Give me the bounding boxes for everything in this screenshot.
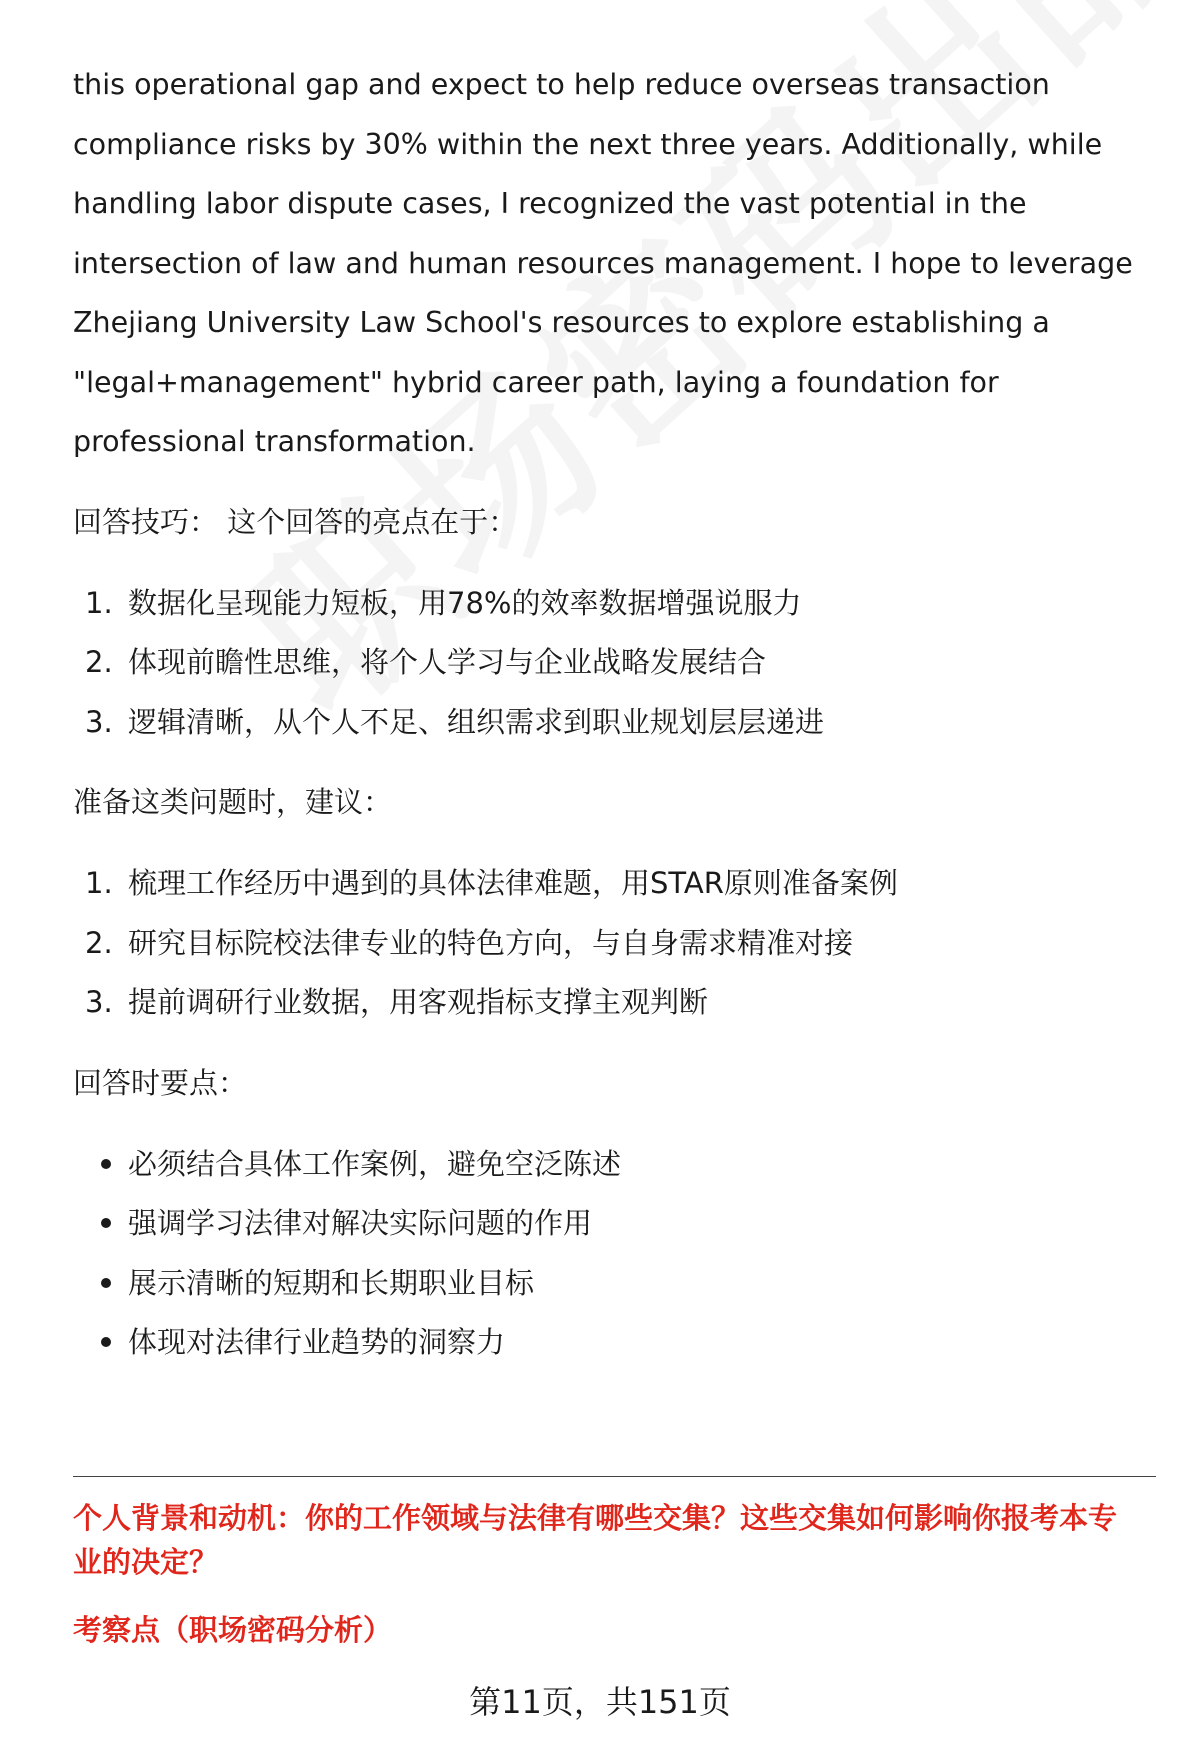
page-number: 第11页，共151页 [469,1683,731,1721]
item-text: 体现对法律行业趋势的洞察力 [128,1325,506,1359]
list-item [73,1194,1153,1254]
section-divider [73,1476,1156,1477]
answer-paragraph [73,55,1153,472]
item-number: 3. [85,985,113,1019]
paragraph-line: professional transformation. [73,425,476,458]
keypoints-heading: 回答时要点： [73,1065,248,1100]
paragraph-line: "legal+management" hybrid career path, laying a foundation for [73,365,999,399]
item-text: 逻辑清晰，从个人不足、组织需求到职业规划层层递进 [128,704,825,739]
document-body [73,55,1153,1373]
list-item [73,1313,1153,1373]
keypoints-list [73,1135,1153,1373]
list-item [73,914,1153,974]
tips-heading: 回答技巧： 这个回答的亮点在于： [73,504,518,539]
list-item [73,854,1153,914]
list-item [73,1254,1153,1314]
paragraph-line: Zhejiang University Law School's resources to explore establishing a [73,306,1050,339]
paragraph-line: handling labor dispute cases, I recognized the vast potential in the [73,187,1027,220]
bullet-icon [101,1278,111,1288]
item-text: 梳理工作经历中遇到的具体法律难题，用STAR原则准备案例 [128,866,898,900]
item-text: 体现前瞻性思维，将个人学习与企业战略发展结合 [128,645,767,679]
list-item [73,574,1153,634]
item-number: 2. [85,645,113,679]
item-text: 研究目标院校法律专业的特色方向，与自身需求精准对接 [128,925,854,960]
tips-list [73,574,1153,753]
bullet-icon [101,1337,111,1347]
item-text: 提前调研行业数据，用客观指标支撑主观判断 [128,985,709,1019]
list-item [73,973,1153,1033]
question-title-line2: 业的决定？ [73,1545,219,1579]
item-text: 必须结合具体工作案例，避免空泛陈述 [128,1146,622,1181]
list-item [73,633,1153,693]
item-number: 1. [85,585,113,620]
bullet-icon [101,1218,111,1228]
item-number: 1. [85,866,113,900]
item-text: 数据化呈现能力短板，用78%的效率数据增强说服力 [128,585,802,620]
paragraph-line: intersection of law and human resources management. I hope to leverage [73,246,1133,280]
paragraph-line: compliance risks by 30% within the next three years. Additionally, while [73,127,1103,161]
list-item [73,1135,1153,1195]
paragraph-line: this operational gap and expect to help reduce overseas transaction [73,68,1050,101]
prep-list [73,854,1153,1033]
prep-heading: 准备这类问题时，建议： [73,785,393,819]
item-text: 展示清晰的短期和长期职业目标 [128,1265,535,1300]
list-item [73,693,1153,753]
bullet-icon [101,1159,111,1169]
item-number: 2. [85,925,113,960]
question-title-line1: 个人背景和动机：你的工作领域与法律有哪些交集？这些交集如何影响你报考本专 [73,1501,1118,1535]
item-text: 强调学习法律对解决实际问题的作用 [128,1206,593,1240]
question-subheading: 考察点（职场密码分析） [73,1613,393,1647]
item-number: 3. [85,704,113,739]
next-question [73,1496,1163,1652]
